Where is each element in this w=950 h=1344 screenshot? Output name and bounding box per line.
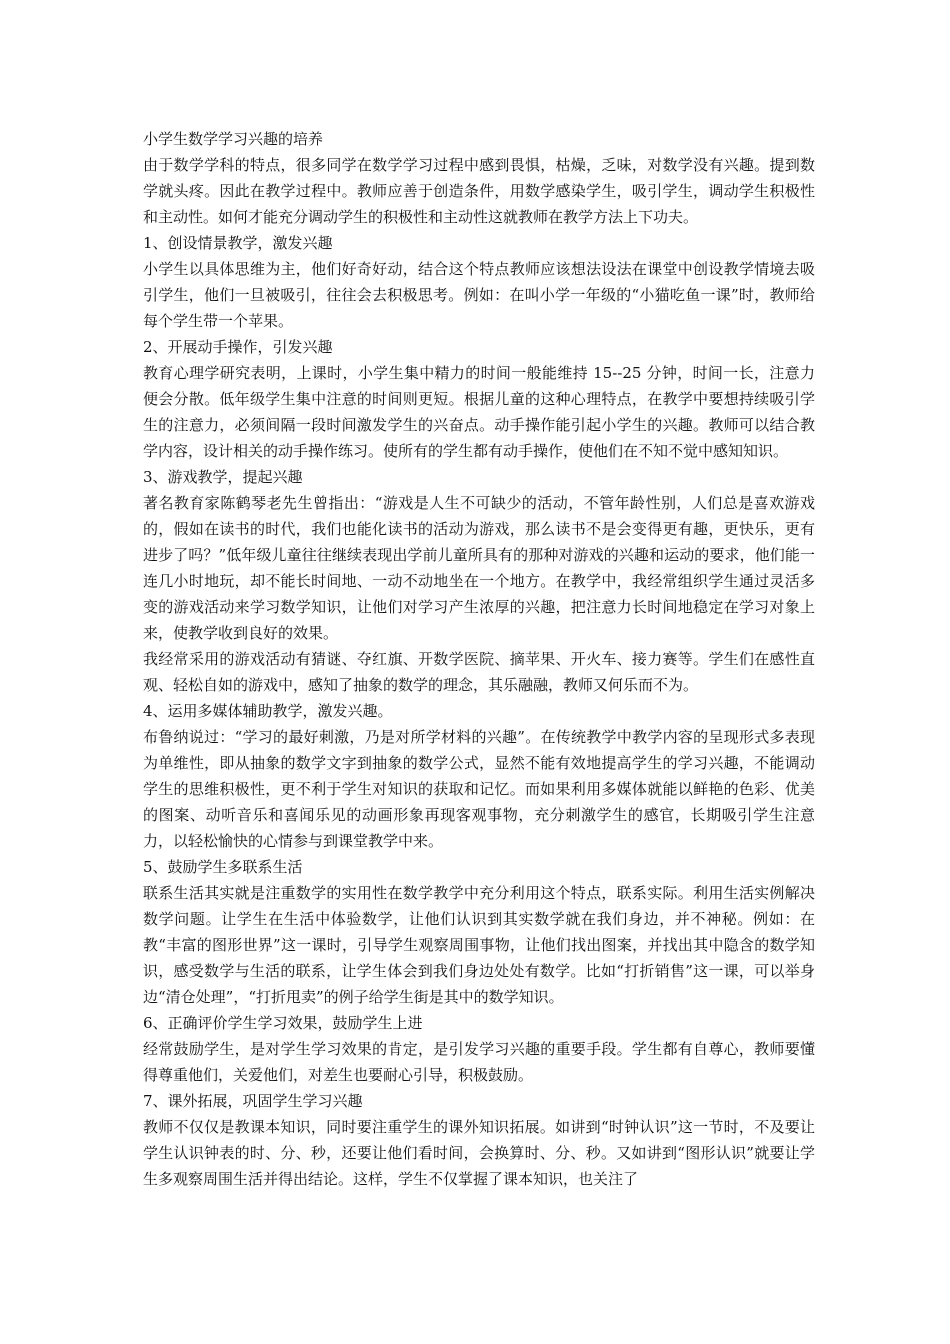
section-4-paragraph: 布鲁纳说过：“学习的最好刺激，乃是对所学材料的兴趣”。在传统教学中教学内容的呈现形式多表现为单维性，即从抽象的数学文字到抽象的数学公式，显然不能有效地提高学生的学习兴趣，不能调动学生的思维积极性，更不利于学生对知识的获取和记忆。而如果利用多媒体就能以鲜艳的色彩、优美的图案、动听音乐和喜闻乐见的动画形象再现客观事物，充分刺激学生的感官，长期吸引学生注意力，以轻松愉快的心情参与到课堂教学中来。 <box>143 728 815 850</box>
section-2-paragraph: 教育心理学研究表明，上课时，小学生集中精力的时间一般能维持 15--25 分钟，时间一长，注意力便会分散。低年级学生集中注意的时间则更短。根据儿童的这种心理特点，在教学中要想持续吸引学生的注意力，必须间隔一段时间激发学生的兴奋点。动手操作能引起小学生的兴趣。教师可以结合教学内容，设计相关的动手操作练习。使所有的学生都有动手操作，使他们在不知不觉中感知知识。 <box>143 364 815 460</box>
section-4-heading: 4、运用多媒体辅助教学，激发兴趣。 <box>143 702 393 720</box>
section-1-heading: 1、创设情景教学，激发兴趣 <box>143 234 333 252</box>
section-3-paragraph-1: 著名教育家陈鹤琴老先生曾指出：“游戏是人生不可缺少的活动，不管年龄性别，人们总是喜欢游戏的，假如在读书的时代，我们也能化读书的活动为游戏，那么读书不是会变得更有趣，更快乐，更有进步了吗？”低年级儿童往往继续表现出学前儿童所具有的那种对游戏的兴趣和运动的要求，他们能一连几小时地玩，却不能长时间地、一动不动地坐在一个地方。在教学中，我经常组织学生通过灵活多变的游戏活动来学习数学知识，让他们对学习产生浓厚的兴趣，把注意力长时间地稳定在学习对象上来，使教学收到良好的效果。 <box>143 494 815 642</box>
intro-paragraph: 由于数学学科的特点，很多同学在数学学习过程中感到畏惧，枯燥，乏味，对数学没有兴趣。提到数学就头疼。因此在教学过程中。教师应善于创造条件，用数学感染学生，吸引学生，调动学生积极性和主动性。如何才能充分调动学生的积极性和主动性这就教师在教学方法上下功夫。 <box>143 156 815 226</box>
section-5-paragraph: 联系生活其实就是注重数学的实用性在数学教学中充分利用这个特点，联系实际。利用生活实例解决数学问题。让学生在生活中体验数学，让他们认识到其实数学就在我们身边，并不神秘。例如：在教“丰富的图形世界”这一课时，引导学生观察周围事物，让他们找出图案，并找出其中隐含的数学知识，感受数学与生活的联系，让学生体会到我们身边处处有数学。比如“打折销售”这一课，可以举身边“清仓处理”，“打折甩卖”的例子给学生街是其中的数学知识。 <box>143 884 815 1006</box>
section-7-paragraph: 教师不仅仅是教课本知识，同时要注重学生的课外知识拓展。如讲到“时钟认识”这一节时，不及要让学生认识钟表的时、分、秒，还要让他们看时间，会换算时、分、秒。又如讲到“图形认识”就要让学生多观察周围生活并得出结论。这样，学生不仅掌握了课本知识，也关注了 <box>143 1118 815 1188</box>
section-7-heading: 7、课外拓展，巩固学生学习兴趣 <box>143 1092 363 1110</box>
section-6-heading: 6、正确评价学生学习效果，鼓励学生上进 <box>143 1014 423 1032</box>
section-6-paragraph: 经常鼓励学生，是对学生学习效果的肯定，是引发学习兴趣的重要手段。学生都有自尊心，教师要懂得尊重他们，关爱他们，对差生也要耐心引导，积极鼓励。 <box>143 1040 815 1084</box>
section-3-heading: 3、游戏教学，提起兴趣 <box>143 468 303 486</box>
section-3-paragraph-2: 我经常采用的游戏活动有猜谜、夺红旗、开数学医院、摘苹果、开火车、接力赛等。学生们在感性直观、轻松自如的游戏中，感知了抽象的数学的理念，其乐融融，教师又何乐而不为。 <box>143 650 815 694</box>
section-1-paragraph: 小学生以具体思维为主，他们好奇好动，结合这个特点教师应该想法设法在课堂中创设教学情境去吸引学生，他们一旦被吸引，往往会去积极思考。例如：在叫小学一年级的“小猫吃鱼一课”时，教师给每个学生带一个苹果。 <box>143 260 815 330</box>
document-page <box>143 126 815 1192</box>
document-title: 小学生数学学习兴趣的培养 <box>143 130 324 148</box>
section-5-heading: 5、鼓励学生多联系生活 <box>143 858 303 876</box>
section-2-heading: 2、开展动手操作，引发兴趣 <box>143 338 333 356</box>
